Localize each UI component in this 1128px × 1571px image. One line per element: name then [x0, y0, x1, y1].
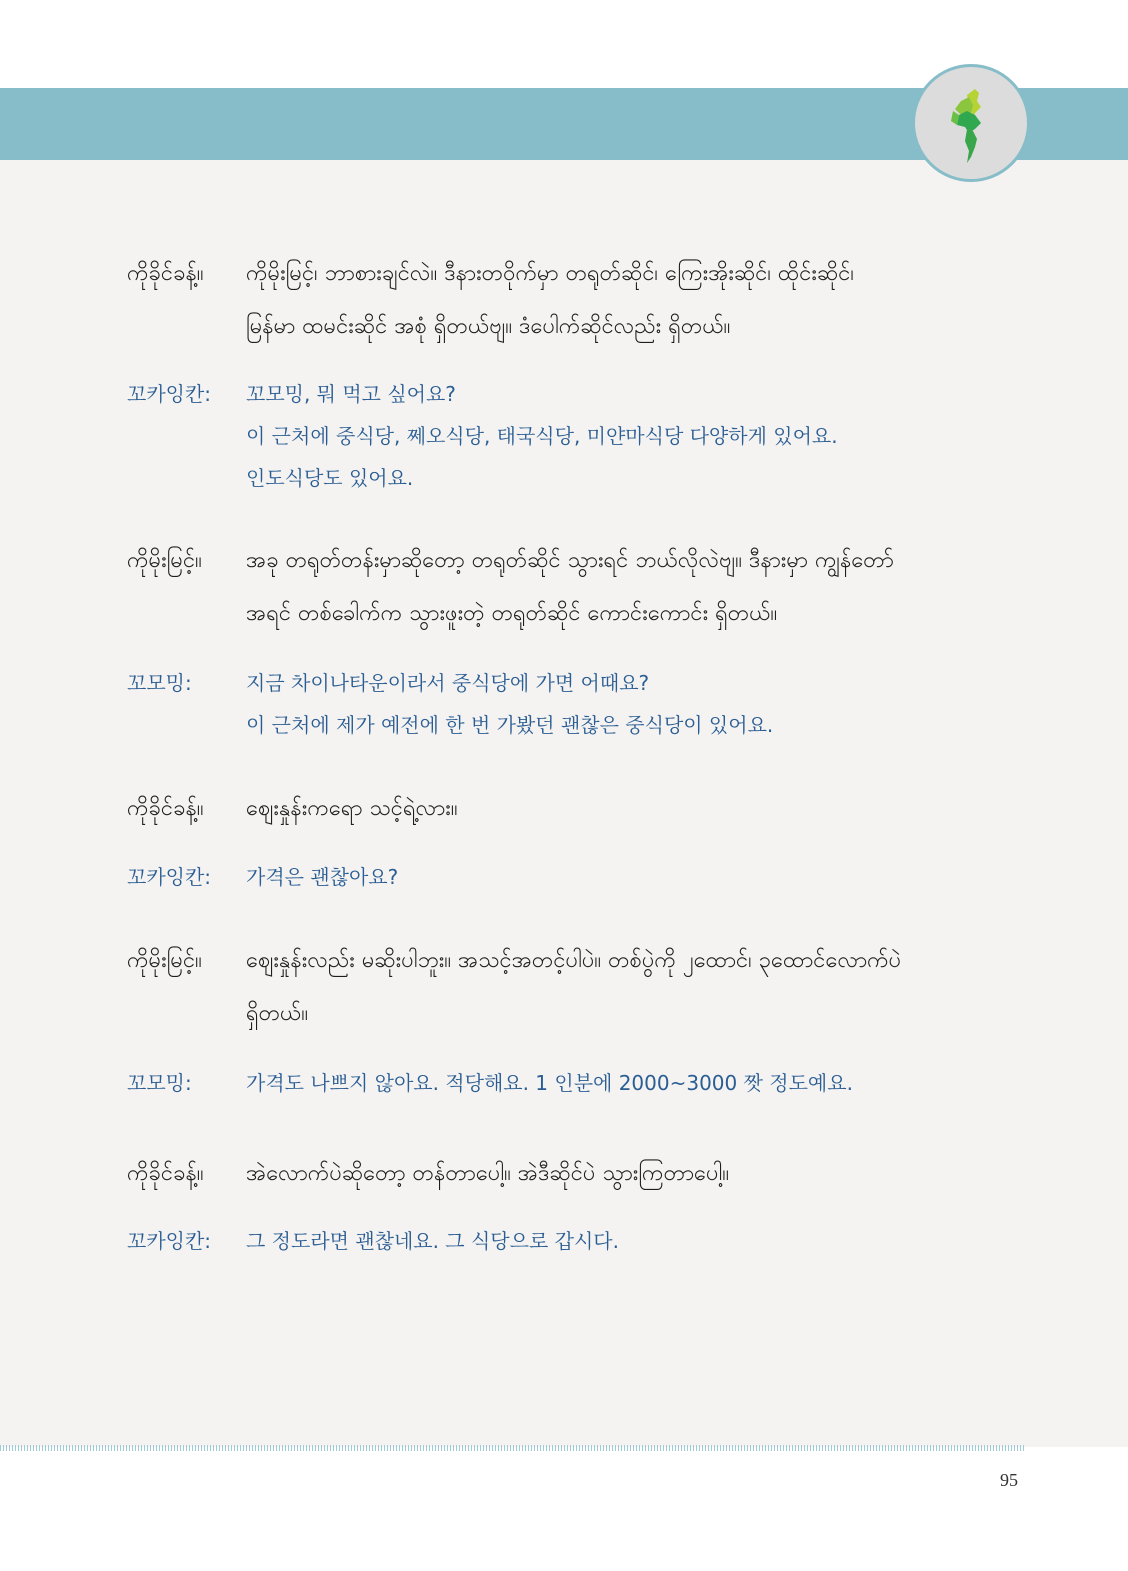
dialogue-line: အဲလောက်ပဲဆိုတော့ တန်တာပေါ့။ အဲဒီဆိုင်ပဲ သွားကြတာပေါ့။ [246, 1161, 730, 1186]
speaker-label: 꼬카잉칸: [127, 865, 212, 889]
myanmar-map-icon [912, 64, 1030, 182]
dialogue-line: ရှိတယ်။ [246, 1001, 309, 1026]
dialogue-line: 지금 차이나타운이라서 중식당에 가면 어때요? [246, 671, 650, 695]
dialogue-line: 이 근처에 중식당, 쩨오식당, 태국식당, 미얀마식당 다양하게 있어요. [246, 424, 838, 448]
dialogue-line: 그 정도라면 괜찮네요. 그 식당으로 갑시다. [246, 1229, 619, 1253]
dialogue-line: မြန်မာ ထမင်းဆိုင် အစုံ ရှိတယ်ဗျ။ ဒံပေါက်ဆိုင်လည်း ရှိတယ်။ [246, 314, 731, 339]
speaker-label: ကိုမိုးမြင့်။ [127, 948, 202, 973]
speaker-label: 꼬모밍: [127, 1071, 192, 1095]
dialogue-line: 이 근처에 제가 예전에 한 번 가봤던 괜찮은 중식당이 있어요. [246, 713, 774, 737]
dialogue-line: 꼬모밍, 뭐 먹고 싶어요? [246, 382, 456, 406]
footer-divider [0, 1445, 1026, 1451]
speaker-label: ကိုခိုင်ခန့်။ [127, 261, 204, 286]
dialogue-line: အခု တရုတ်တန်းမှာဆိုတော့ တရုတ်ဆိုင် သွားရင် ဘယ်လိုလဲဗျ။ ဒီနားမှာ ကျွန်တော် [246, 548, 894, 573]
speaker-label: ကိုခိုင်ခန့်။ [127, 796, 204, 821]
speaker-label: ကိုမိုးမြင့်။ [127, 548, 202, 573]
speaker-label: ကိုခိုင်ခန့်။ [127, 1161, 204, 1186]
dialogue-line: ဈေးနှုန်းလည်း မဆိုးပါဘူး။ အသင့်အတင့်ပါပဲ။ တစ်ပွဲကို ၂ထောင်၊ ၃ထောင်လောက်ပဲ [246, 948, 902, 973]
dialogue-line: 가격은 괜찮아요? [246, 865, 399, 889]
dialogue-line: 인도식당도 있어요. [246, 466, 414, 490]
dialogue-line: ကိုမိုးမြင့်၊ ဘာစားချင်လဲ။ ဒီနားတဝိုက်မှာ တရုတ်ဆိုင်၊ ကြေးအိုးဆိုင်၊ ထိုင်းဆိုင်၊ [246, 261, 854, 286]
dialogue-line: ဈေးနှုန်းကရော သင့်ရဲ့လား။ [246, 796, 458, 821]
speaker-label: 꼬카잉칸: [127, 1229, 212, 1253]
speaker-label: 꼬모밍: [127, 671, 192, 695]
dialogue-line: 가격도 나쁘지 않아요. 적당해요. 1 인분에 2000~3000 짯 정도예요. [246, 1071, 853, 1095]
dialogue-line: အရင် တစ်ခေါက်က သွားဖူးတဲ့ တရုတ်ဆိုင် ကောင်းကောင်း ရှိတယ်။ [246, 601, 778, 626]
page-number: 95 [1000, 1470, 1018, 1490]
speaker-label: 꼬카잉칸: [127, 382, 212, 406]
